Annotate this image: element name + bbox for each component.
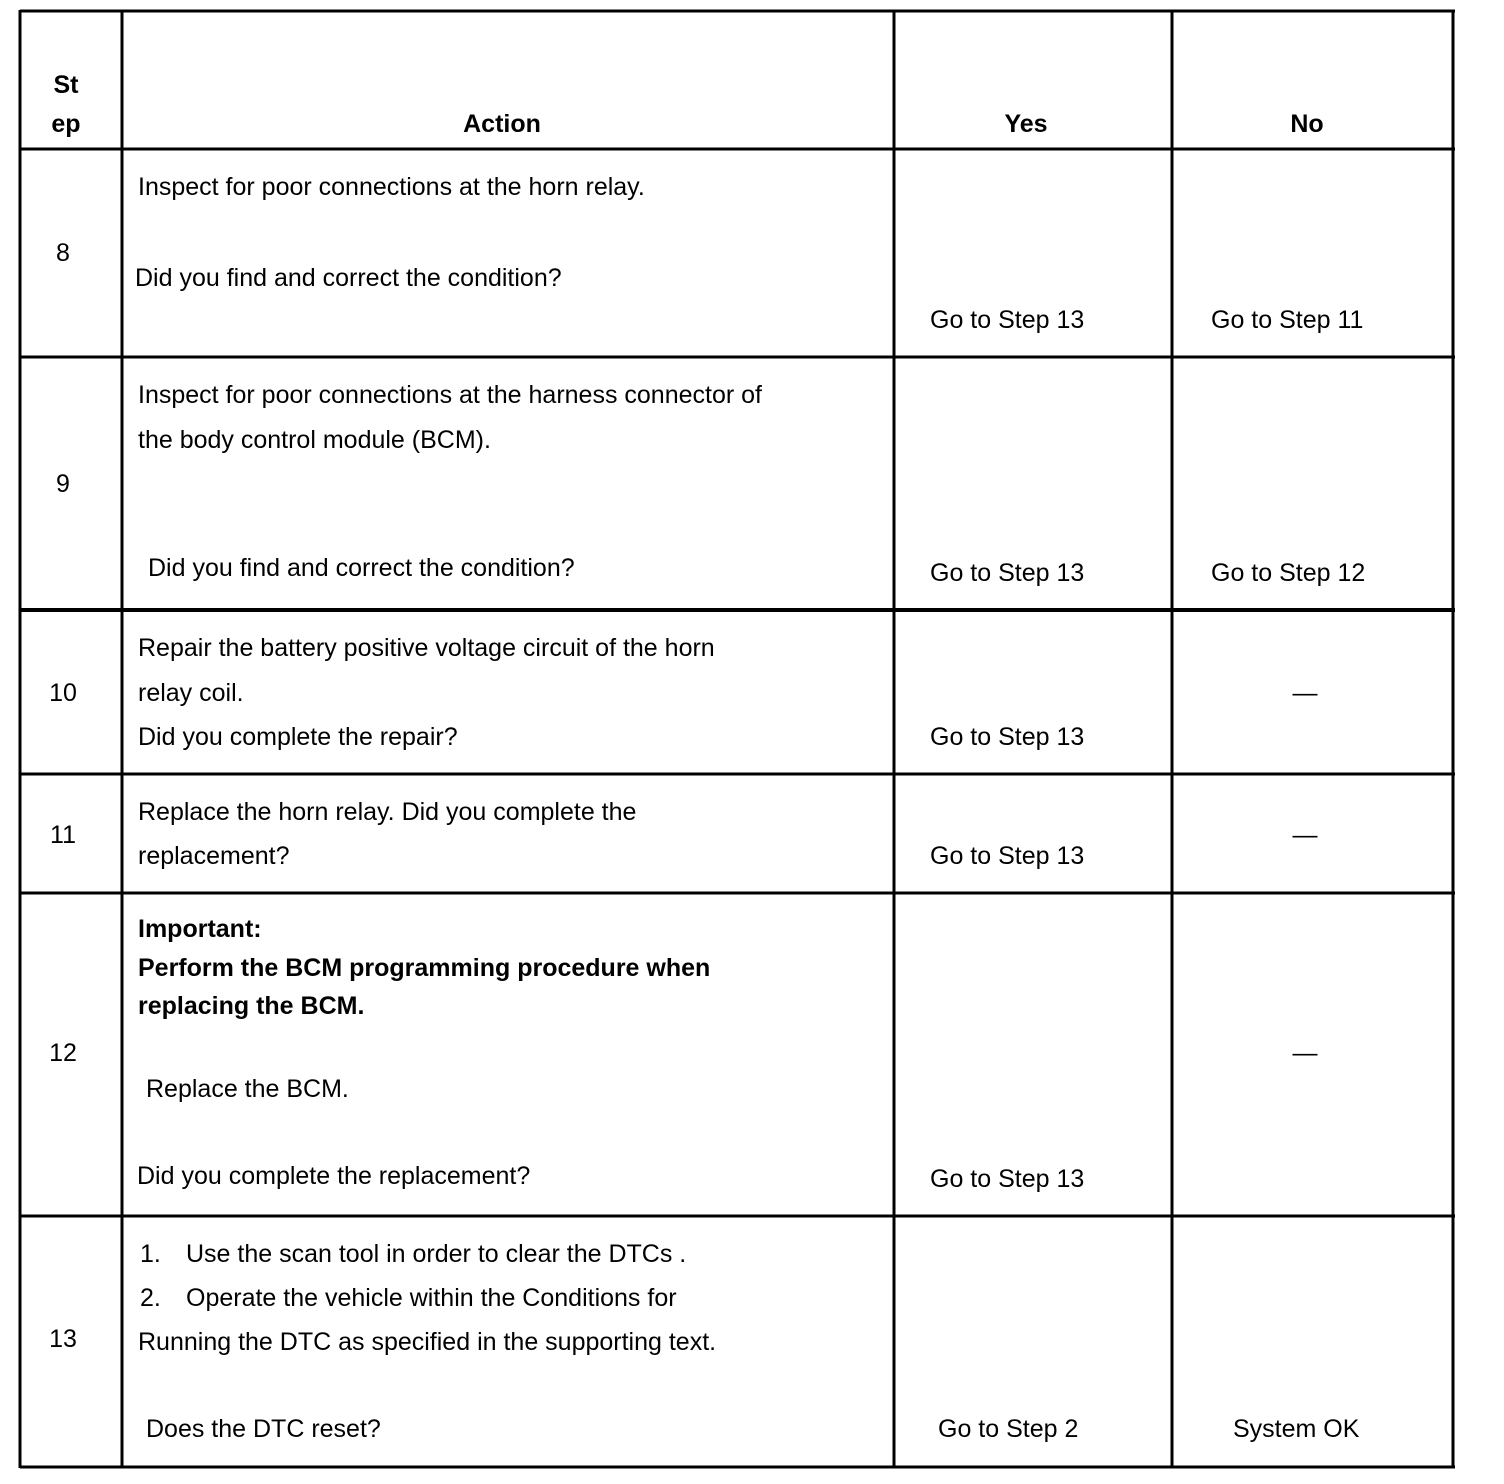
action-question: Did you find and correct the condition? — [148, 554, 575, 582]
header-action: Action — [463, 110, 541, 138]
step-number: 13 — [49, 1325, 77, 1353]
no-cell: System OK — [1233, 1415, 1360, 1443]
important-text: Perform the BCM programming procedure when — [138, 954, 711, 982]
action-text: Running the DTC as specified in the supporting text. — [138, 1328, 717, 1356]
list-number: 1. — [140, 1240, 161, 1268]
step-number: 9 — [56, 470, 70, 498]
list-item: Operate the vehicle within the Conditions for — [186, 1284, 677, 1312]
yes-cell: Go to Step 13 — [930, 723, 1085, 751]
yes-cell: Go to Step 13 — [930, 842, 1085, 870]
action-question: Does the DTC reset? — [146, 1415, 381, 1443]
no-cell: Go to Step 11 — [1211, 306, 1364, 334]
step-number: 10 — [49, 679, 77, 707]
important-label: Important: — [138, 915, 262, 943]
step-number: 8 — [56, 239, 70, 267]
no-cell: Go to Step 12 — [1211, 559, 1366, 587]
action-question: Did you complete the repair? — [138, 723, 458, 751]
yes-cell: Go to Step 13 — [930, 306, 1085, 334]
action-text: Inspect for poor connections at the harness connector of — [138, 381, 762, 409]
action-text: Repair the battery positive voltage circuit of the horn — [138, 634, 715, 662]
action-text: Replace the BCM. — [146, 1075, 349, 1103]
action-text: relay coil. — [138, 679, 244, 707]
action-text: Replace the horn relay. Did you complete the — [138, 798, 637, 826]
header-step-line1: St — [53, 71, 79, 99]
action-text: the body control module (BCM). — [138, 426, 491, 454]
yes-cell: Go to Step 13 — [930, 1165, 1085, 1193]
step-number: 11 — [50, 821, 76, 849]
header-step-line2: ep — [51, 110, 81, 138]
important-text: replacing the BCM. — [138, 992, 365, 1020]
header-no: No — [1290, 110, 1324, 138]
no-cell: — — [1292, 1039, 1318, 1067]
list-item: Use the scan tool in order to clear the DTCs . — [186, 1240, 687, 1268]
action-text: Inspect for poor connections at the horn relay. — [138, 173, 645, 201]
no-cell: — — [1292, 821, 1318, 849]
yes-cell: Go to Step 2 — [938, 1415, 1079, 1443]
list-number: 2. — [140, 1284, 161, 1312]
header-yes: Yes — [1004, 110, 1048, 138]
action-question: Did you find and correct the condition? — [135, 264, 562, 292]
step-number: 12 — [49, 1039, 77, 1067]
action-question: Did you complete the replacement? — [137, 1162, 531, 1190]
action-text: replacement? — [138, 842, 290, 870]
no-cell: — — [1292, 679, 1318, 707]
yes-cell: Go to Step 13 — [930, 559, 1085, 587]
